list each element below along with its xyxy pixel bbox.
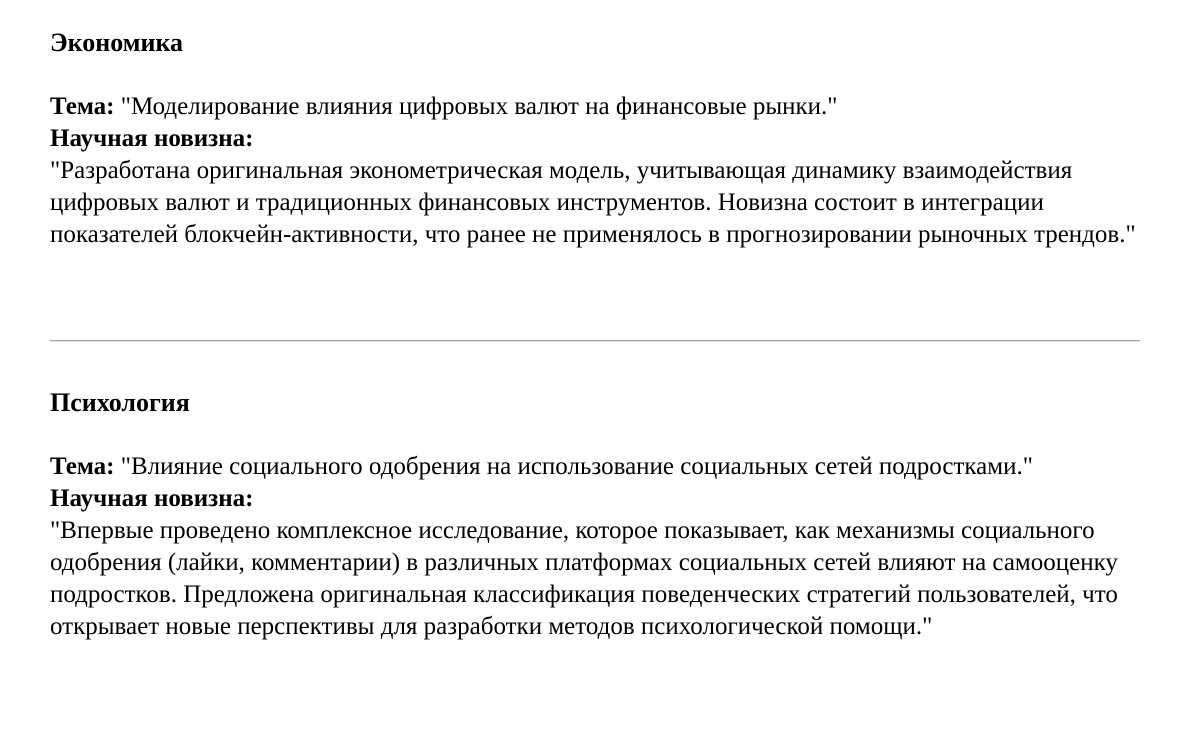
section-heading: Экономика: [50, 28, 184, 57]
topic-line: [50, 91, 1150, 123]
topic-label: Тема:: [50, 453, 115, 480]
novelty-text: "Разработана оригинальная эконометрическая модель, учитывающая динамику взаимодействия цифровых валют и традиционных финансовых инструментов. Новизна состоит в интеграции показателей блокчейн-активности, что ранее не применялось в прогнозировании рыночных трендов.": [50, 157, 1136, 248]
section-heading: Психология: [50, 388, 190, 417]
topic-label: Тема:: [50, 93, 115, 120]
topic-text: "Влияние социального одобрения на использование социальных сетей подростками.": [114, 453, 1033, 480]
novelty-label: Научная новизна:: [50, 485, 254, 512]
horizontal-rule: [50, 340, 1140, 342]
section-economics: [50, 27, 1150, 251]
novelty-label: Научная новизна:: [50, 125, 254, 152]
novelty-text: "Впервые проведено комплексное исследование, которое показывает, как механизмы социального одобрения (лайки, комментарии) в различных платформах социальных сетей влияют на самооценку подростков. Предложена оригинальная классификация поведенческих стратегий пользователей, что открывает новые перспективы для разработки методов психологической помощи.": [50, 517, 1118, 640]
topic-line: [50, 451, 1150, 483]
topic-text: "Моделирование влияния цифровых валют на финансовые рынки.": [114, 93, 838, 120]
section-psychology: [50, 387, 1150, 643]
